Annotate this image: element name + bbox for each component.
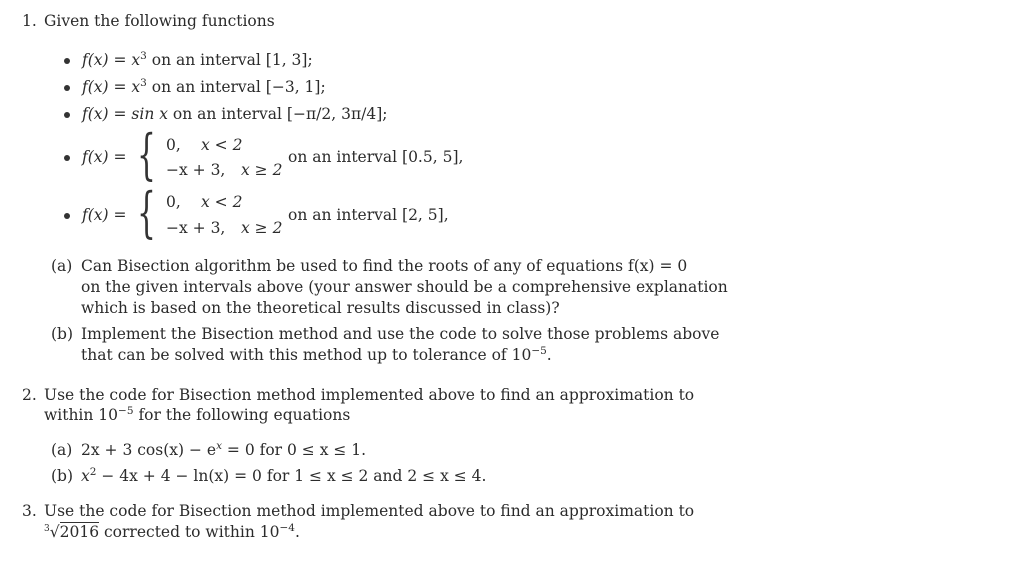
q1-item-3-rest: on an interval [−π/2, 3π/4]; [167,105,388,123]
q1b-line-2-post: . [546,346,552,364]
pw2-case2-cond: x ≥ 2 [241,219,283,237]
q2b-post: − 4x + 4 − ln(x) = 0 for 1 ≤ x ≤ 2 and 2 ≤ x ≤ 4. [96,467,487,485]
pw1-case2-cond: x ≥ 2 [241,161,283,179]
q3-number: 3. [22,502,37,520]
q1-intro: Given the following functions [44,12,275,30]
pw1-case1-val: 0, [166,136,181,154]
q2a-label: (a) [51,441,73,459]
q1b-line-1: Implement the Bisection method and use the code to solve those problems above [81,325,720,343]
q2a-post: = 0 for 0 ≤ x ≤ 1. [221,441,367,459]
q1-item-1 [82,51,313,69]
q1b-line-2 [81,346,552,364]
q1-item-1-fx: f(x) = x [82,51,141,69]
pw1-case2-val: −x + 3, [166,161,226,179]
pw2-case1-cond: x < 2 [201,193,243,211]
q1-item-3-fx: f(x) = sin x [82,105,168,123]
q3-line-2-post: . [294,523,300,541]
bullet-5 [64,213,70,219]
bullet-2 [64,85,70,91]
q1-item-1-exp: 3 [140,49,147,62]
q2-line-2-exp: −5 [118,404,134,417]
q2-number: 2. [22,386,37,404]
pw1-case1-cond: x < 2 [201,136,243,154]
q2-line-2 [44,406,350,424]
q1a-label: (a) [51,257,73,275]
q2-line-1: Use the code for Bisection method implemented above to find an approximation to [44,386,695,404]
q3-root-index: 3 [44,523,50,534]
pw2-brace: { [137,181,156,244]
pw2-case2-val: −x + 3, [166,219,226,237]
pw2-case1-val: 0, [166,193,181,211]
q3-radicand: 2016 [59,523,100,541]
q1-item-2-fx: f(x) = x [82,78,141,96]
bullet-3 [64,112,70,118]
q1-item-2 [82,78,326,96]
pw1-lhs: f(x) = [82,148,127,166]
pw1-interval: on an interval [0.5, 5], [288,148,464,166]
pw2-lhs: f(x) = [82,206,127,224]
q3-line-1: Use the code for Bisection method implemented above to find an approximation to [44,502,695,520]
q1a-line-2: on the given intervals above (your answer should be a comprehensive explanation [81,278,728,296]
bullet-1 [64,58,70,64]
q1a-line-3: which is based on the theoretical results discussed in class)? [81,299,560,317]
q1-item-2-exp: 3 [140,76,147,89]
q2a-exp: x [216,439,222,452]
bullet-4 [64,155,70,161]
q1-number: 1. [22,12,37,30]
pw1-brace: { [137,123,156,186]
pw2-interval: on an interval [2, 5], [288,206,449,224]
q3-line-2-exp: −4 [279,521,295,534]
q2-line-2-text: within 10 [44,406,119,424]
q2-line-2-post: for the following equations [133,406,351,424]
q2b-label: (b) [51,467,74,485]
q2b-text: x [81,467,90,485]
q1b-line-2-text: that can be solved with this method up to tolerance of 10 [81,346,532,364]
q1-item-2-rest: on an interval [−3, 1]; [146,78,326,96]
q2b-exp: 2 [89,465,97,478]
radical-icon: √ [49,523,60,541]
q2b-equation [81,467,486,485]
q2a-equation [81,441,366,459]
q2a-text: 2x + 3 cos(x) − e [81,441,217,459]
q1b-line-2-exp: −5 [531,344,547,357]
q3-line-2-mid: corrected to within 10 [99,523,280,541]
q1a-line-1: Can Bisection algorithm be used to find the roots of any of equations f(x) = 0 [81,257,688,275]
q3-line-2 [44,523,300,541]
q1-item-3 [82,105,388,123]
q1b-label: (b) [51,325,74,343]
q1-item-1-rest: on an interval [1, 3]; [146,51,313,69]
